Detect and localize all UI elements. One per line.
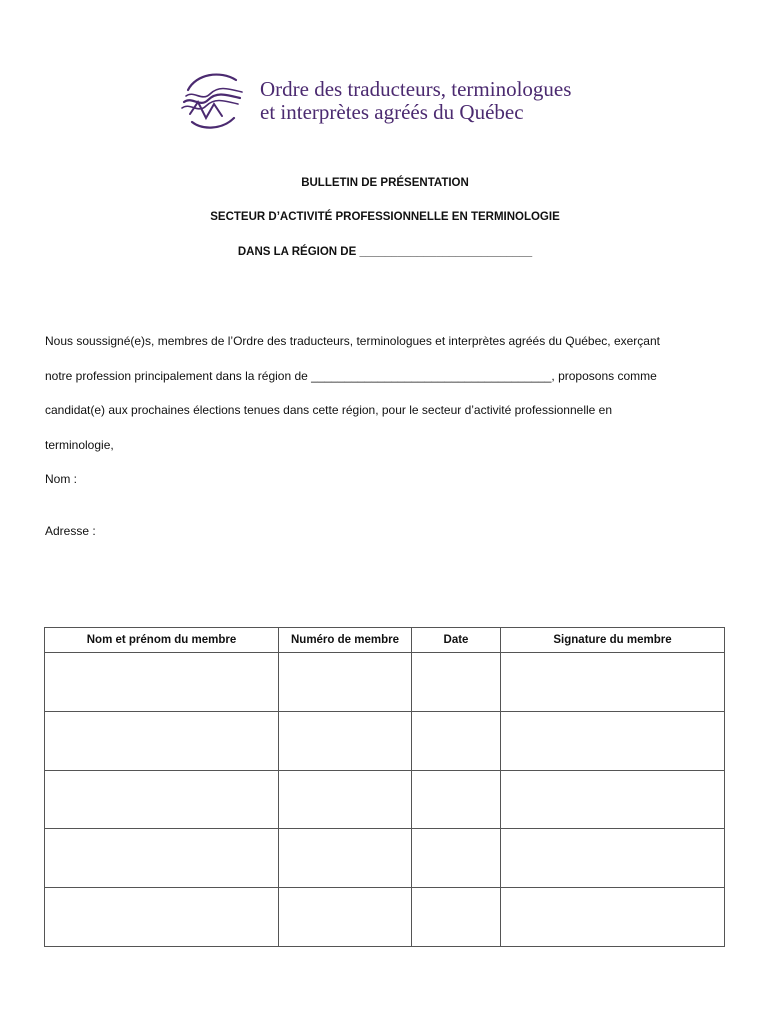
date-cell[interactable] [412, 888, 501, 947]
adresse-label: Adresse : [45, 524, 96, 538]
table-row [45, 888, 725, 947]
table-row [45, 711, 725, 770]
organization-name [260, 78, 571, 124]
organization-logo [178, 68, 598, 132]
declaration-paragraph [45, 324, 725, 462]
column-header-signature: Signature du membre [501, 628, 725, 653]
name-cell[interactable] [45, 829, 279, 888]
date-cell[interactable] [412, 829, 501, 888]
organization-name-line2: et interprètes agréés du Québec [260, 100, 524, 124]
name-cell[interactable] [45, 653, 279, 712]
nom-label: Nom : [45, 472, 78, 486]
table-row [45, 770, 725, 829]
column-header-member-number: Numéro de membre [279, 628, 412, 653]
column-header-date: Date [412, 628, 501, 653]
declaration-line-3: candidat(e) aux prochaines élections tenues dans cette région, pour le secteur d’activité professionnelle en [45, 403, 613, 417]
member-number-cell[interactable] [279, 770, 412, 829]
organization-name-line1: Ordre des traducteurs, terminologues [260, 77, 572, 101]
region-line: DANS LA RÉGION DE ___________________________ [237, 246, 533, 258]
member-number-cell[interactable] [279, 888, 412, 947]
document-subtitle: SECTEUR D’ACTIVITÉ PROFESSIONNELLE EN TERMINOLOGIE [210, 211, 560, 223]
name-cell[interactable] [45, 770, 279, 829]
table-header-row [45, 628, 725, 653]
date-cell[interactable] [412, 653, 501, 712]
declaration-line-2: notre profession principalement dans la région de ____________________________________, proposons comme [45, 368, 657, 383]
document-title: BULLETIN DE PRÉSENTATION [301, 177, 469, 189]
declaration-line-1: Nous soussigné(e)s, membres de l’Ordre des traducteurs, terminologues et interprètes agréés du Québec, exerçant [45, 334, 660, 348]
signature-cell[interactable] [501, 888, 725, 947]
column-header-name: Nom et prénom du membre [45, 628, 279, 653]
members-signature-table [44, 627, 725, 947]
signature-cell[interactable] [501, 829, 725, 888]
date-cell[interactable] [412, 770, 501, 829]
signature-cell[interactable] [501, 653, 725, 712]
member-number-cell[interactable] [279, 829, 412, 888]
date-cell[interactable] [412, 711, 501, 770]
member-number-cell[interactable] [279, 711, 412, 770]
declaration-line-4: terminologie, [45, 437, 114, 452]
name-cell[interactable] [45, 888, 279, 947]
wave-logo-icon [178, 68, 246, 132]
name-cell[interactable] [45, 711, 279, 770]
signature-cell[interactable] [501, 770, 725, 829]
signature-cell[interactable] [501, 711, 725, 770]
member-number-cell[interactable] [279, 653, 412, 712]
table-row [45, 829, 725, 888]
table-row [45, 653, 725, 712]
